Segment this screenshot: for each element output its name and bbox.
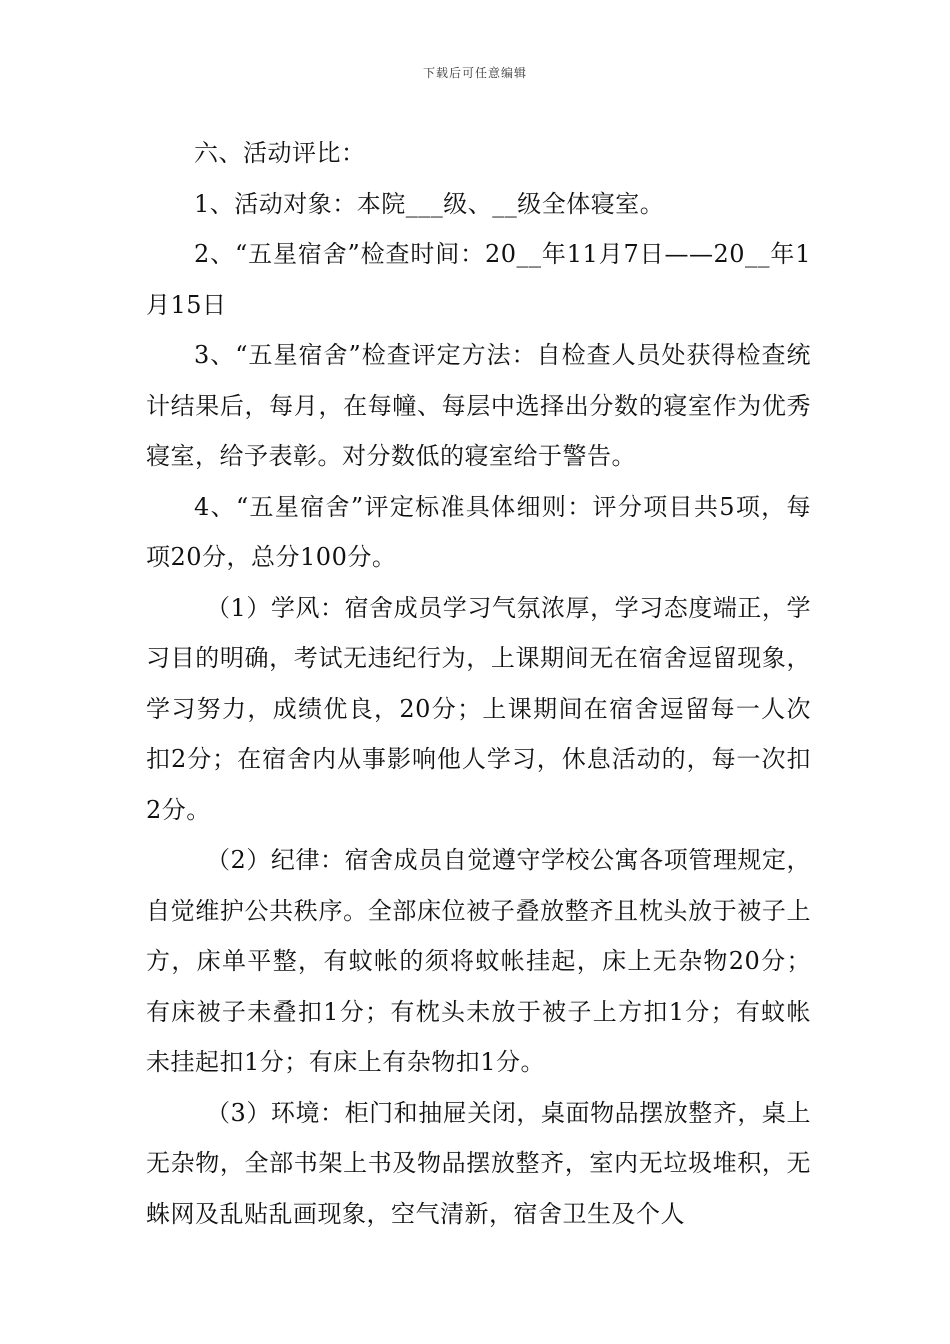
paragraph-study-style: （1）学风：宿舍成员学习气氛浓厚，学习态度端正，学习目的明确，考试无违纪行为，上课期间无在宿舍逗留现象，学习努力，成绩优良，20分；上课期间在宿舍逗留每一人次扣2分；在宿舍内从事影响他人学习，休息活动的，每一次扣2分。 (146, 593, 811, 824)
page-header-note: 下载后可任意编辑 (422, 66, 527, 80)
section-heading: 六、活动评比： (194, 139, 366, 167)
paragraph-evaluation-criteria: 4、“五星宿舍”评定标准具体细则：评分项目共5项，每项20分，总分100分。 (146, 492, 811, 571)
paragraph-evaluation-method: 3、“五星宿舍”检查评定方法：自检查人员处获得检查统计结果后，每月，在每幢、每层中选择出分数的寝室作为优秀寝室，给予表彰。对分数低的寝室给于警告。 (146, 341, 811, 470)
paragraph-environment: （3）环境：柜门和抽屉关闭，桌面物品摆放整齐，桌上无杂物，全部书架上书及物品摆放整齐，室内无垃圾堆积，无蛛网及乱贴乱画现象，空气清新，宿舍卫生及个人 (146, 1098, 811, 1228)
paragraph-discipline: （2）纪律：宿舍成员自觉遵守学校公寓各项管理规定，自觉维护公共秩序。全部床位被子叠放整齐且枕头放于被子上方，床单平整，有蚊帐的须将蚊帐挂起，床上无杂物20分；有床被子未叠扣1分；有枕头未放于被子上方扣1分；有蚊帐未挂起扣1分；有床上有杂物扣1分。 (146, 846, 811, 1076)
document-body (146, 128, 811, 1239)
paragraph-inspection-time: 2、“五星宿舍”检查时间：20__年11月7日——20__年1月15日 (146, 240, 811, 319)
paragraph-activity-target: 1、活动对象：本院___级、__级全体寝室。 (194, 189, 665, 218)
